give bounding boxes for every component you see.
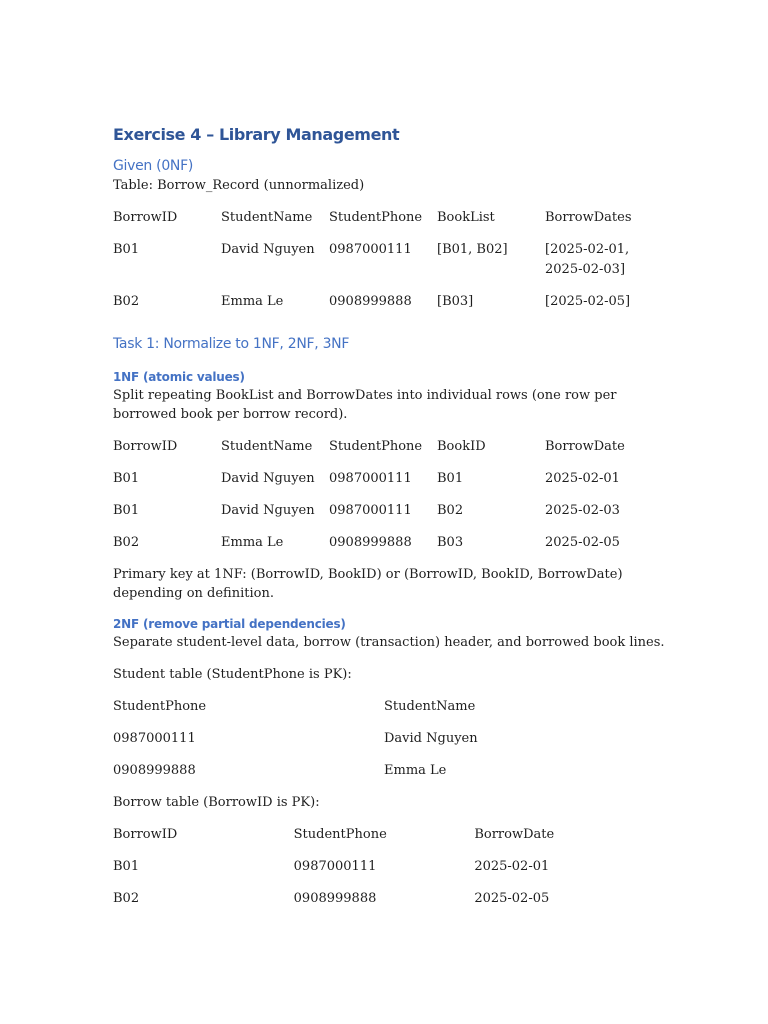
header-cell: BookID (437, 439, 486, 454)
header-cell: StudentName (221, 439, 313, 454)
table-cell: Emma Le (221, 294, 284, 309)
table-cell: 2025-02-05 (474, 891, 550, 906)
nf1-heading: 1NF (atomic values) (113, 370, 245, 384)
table-cell: B01 (437, 471, 464, 486)
table-cell: 2025-02-05 (545, 535, 620, 550)
table-cell: David Nguyen (384, 731, 478, 746)
header-cell: BorrowDate (474, 827, 555, 842)
document-content (113, 124, 673, 921)
header-cell: StudentName (384, 699, 476, 714)
table-cell: 0987000111 (329, 503, 412, 518)
borrow-table (113, 825, 655, 921)
table-cell: B01 (113, 242, 140, 257)
nf1-description: Split repeating BookList and BorrowDates into individual rows (one row per borrowed book per borrow record). (113, 388, 617, 422)
header-cell: BorrowID (113, 827, 178, 842)
table-cell: 0987000111 (329, 242, 412, 257)
table-cell: 0908999888 (329, 294, 412, 309)
header-cell: StudentPhone (293, 827, 387, 842)
table-cell: [2025-02-05] (545, 294, 631, 309)
table-cell: David Nguyen (221, 471, 315, 486)
given-table-caption: Table: Borrow_Record (unnormalized) (113, 178, 365, 193)
table-cell: B02 (113, 294, 140, 309)
table-row (113, 240, 653, 292)
table-cell: Emma Le (221, 535, 284, 550)
table-row (113, 761, 655, 793)
table-cell: 0987000111 (329, 471, 412, 486)
header-cell: StudentPhone (113, 699, 207, 714)
table-row (113, 501, 653, 533)
table-cell: Emma Le (384, 763, 447, 778)
table-cell: 2025-02-03 (545, 503, 620, 518)
header-cell: StudentName (221, 210, 313, 225)
table-header-row (113, 697, 655, 729)
table-row (113, 857, 655, 889)
student-table (113, 697, 655, 793)
table-cell: B01 (113, 471, 140, 486)
table-cell: 0908999888 (293, 891, 377, 906)
table-cell: B02 (437, 503, 464, 518)
table-cell: 0908999888 (113, 763, 196, 778)
header-cell: BookList (437, 210, 495, 225)
table-cell: B02 (113, 535, 140, 550)
header-cell: StudentPhone (329, 210, 423, 225)
table-cell: 2025-02-01 (474, 859, 550, 874)
table-cell: 0987000111 (293, 859, 377, 874)
document-title: Exercise 4 – Library Management (113, 125, 400, 144)
nf1-table (113, 437, 653, 565)
table-cell: [B03] (437, 294, 474, 309)
table-header-row (113, 208, 653, 240)
table-row (113, 889, 655, 921)
nf2-heading: 2NF (remove partial dependencies) (113, 617, 346, 631)
table-cell: 0908999888 (329, 535, 412, 550)
given-heading: Given (0NF) (113, 158, 194, 174)
nf1-pk-note: Primary key at 1NF: (BorrowID, BookID) or (BorrowID, BookID, BorrowDate) depending on definition. (113, 567, 623, 601)
header-cell: BorrowID (113, 210, 178, 225)
task1-heading: Task 1: Normalize to 1NF, 2NF, 3NF (113, 336, 350, 352)
table-cell: B01 (113, 859, 140, 874)
unnormalized-table (113, 208, 653, 324)
table-row (113, 469, 653, 501)
student-table-caption: Student table (StudentPhone is PK): (113, 667, 352, 682)
table-row (113, 533, 653, 565)
table-cell: B01 (113, 503, 140, 518)
table-cell: 0987000111 (113, 731, 196, 746)
header-cell: BorrowDates (545, 210, 632, 225)
table-cell: B02 (113, 891, 140, 906)
table-cell: David Nguyen (221, 503, 315, 518)
header-cell: BorrowDate (545, 439, 625, 454)
table-cell: 2025-02-01 (545, 471, 620, 486)
table-row (113, 729, 655, 761)
table-cell: B03 (437, 535, 464, 550)
header-cell: StudentPhone (329, 439, 423, 454)
header-cell: BorrowID (113, 439, 178, 454)
table-cell: David Nguyen (221, 242, 315, 257)
table-cell: [2025-02-01, 2025-02-03] (545, 242, 630, 277)
table-cell: [B01, B02] (437, 242, 508, 257)
nf2-description: Separate student-level data, borrow (transaction) header, and borrowed book lines. (113, 635, 665, 650)
table-header-row (113, 825, 655, 857)
table-header-row (113, 437, 653, 469)
borrow-table-caption: Borrow table (BorrowID is PK): (113, 795, 320, 810)
table-row (113, 292, 653, 324)
